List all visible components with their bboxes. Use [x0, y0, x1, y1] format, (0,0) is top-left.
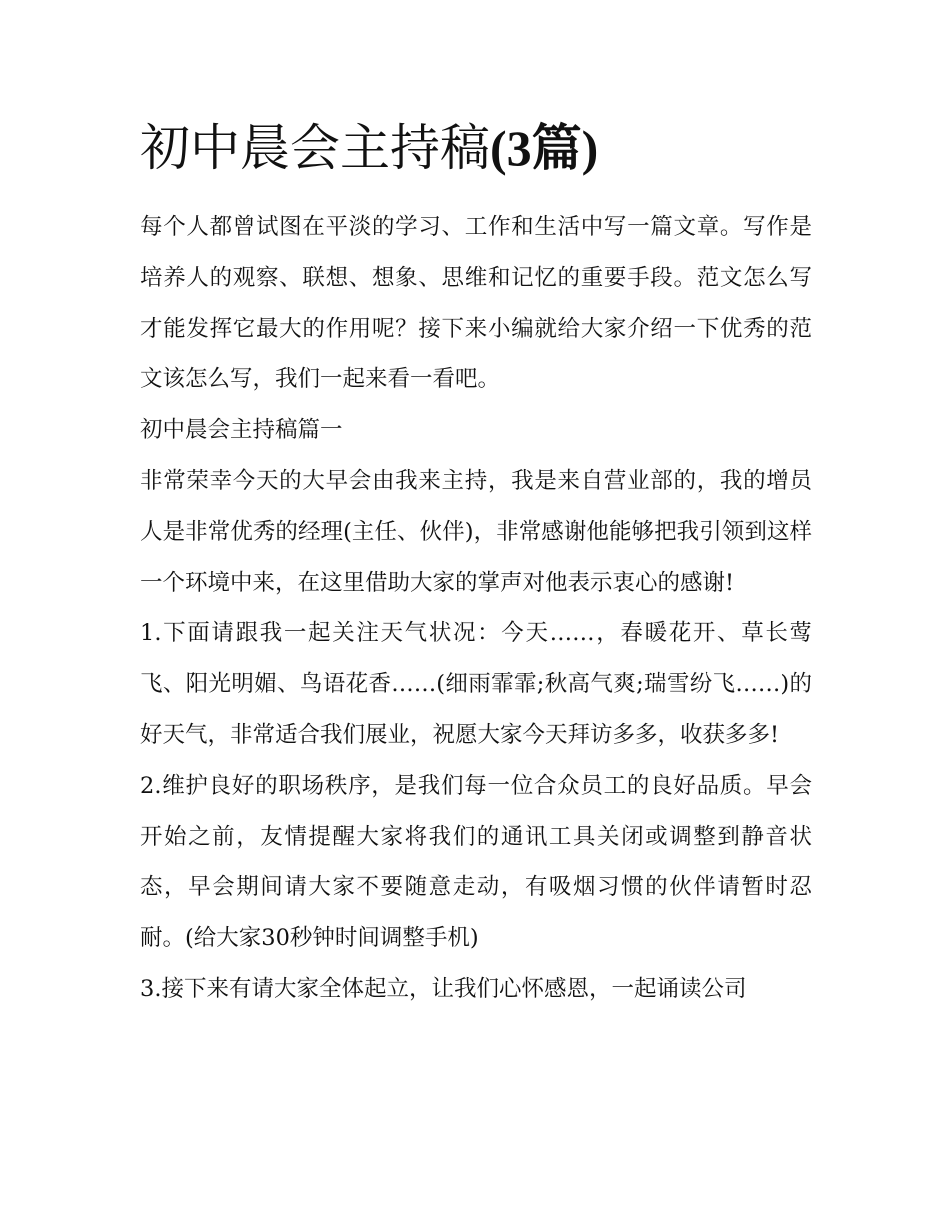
body-paragraph-4: 3.接下来有请大家全体起立，让我们心怀感恩，一起诵读公司 [140, 975, 747, 1002]
document-content [140, 112, 812, 1015]
intro-paragraph: 每个人都曾试图在平淡的学习、工作和生活中写一篇文章。写作是培养人的观察、联想、想象、思维和记忆的重要手段。范文怎么写才能发挥它最大的作用呢？接下来小编就给大家介绍一下优秀的范文该怎么写，我们一起来看一看吧。 [140, 214, 812, 393]
title-main: 初中晨会主持稿 [140, 119, 490, 177]
body-paragraph-1: 非常荣幸今天的大早会由我来主持，我是来自营业部的，我的增员人是非常优秀的经理(主任、伙伴)，非常感谢他能够把我引领到这样一个环境中来，在这里借助大家的掌声对他表示衷心的感谢! [140, 467, 812, 596]
body-paragraph-2: 1.下面请跟我一起关注天气状况：今天……，春暖花开、草长莺飞、阳光明媚、鸟语花香……(细雨霏霏;秋高气爽;瑞雪纷飞……)的好天气，非常适合我们展业，祝愿大家今天拜访多多，收获多多! [140, 620, 812, 748]
title-suffix: (3篇) [490, 120, 599, 176]
body-paragraph-3: 2.维护良好的职场秩序，是我们每一位合众员工的良好品质。早会开始之前，友情提醒大家将我们的通讯工具关闭或调整到静音状态，早会期间请大家不要随意走动，有吸烟习惯的伙伴请暂时忍耐。(给大家30秒钟时间调整手机) [140, 772, 812, 952]
section-heading: 初中晨会主持稿篇一 [140, 417, 343, 444]
document-body [140, 202, 812, 1015]
document-title [140, 112, 812, 184]
